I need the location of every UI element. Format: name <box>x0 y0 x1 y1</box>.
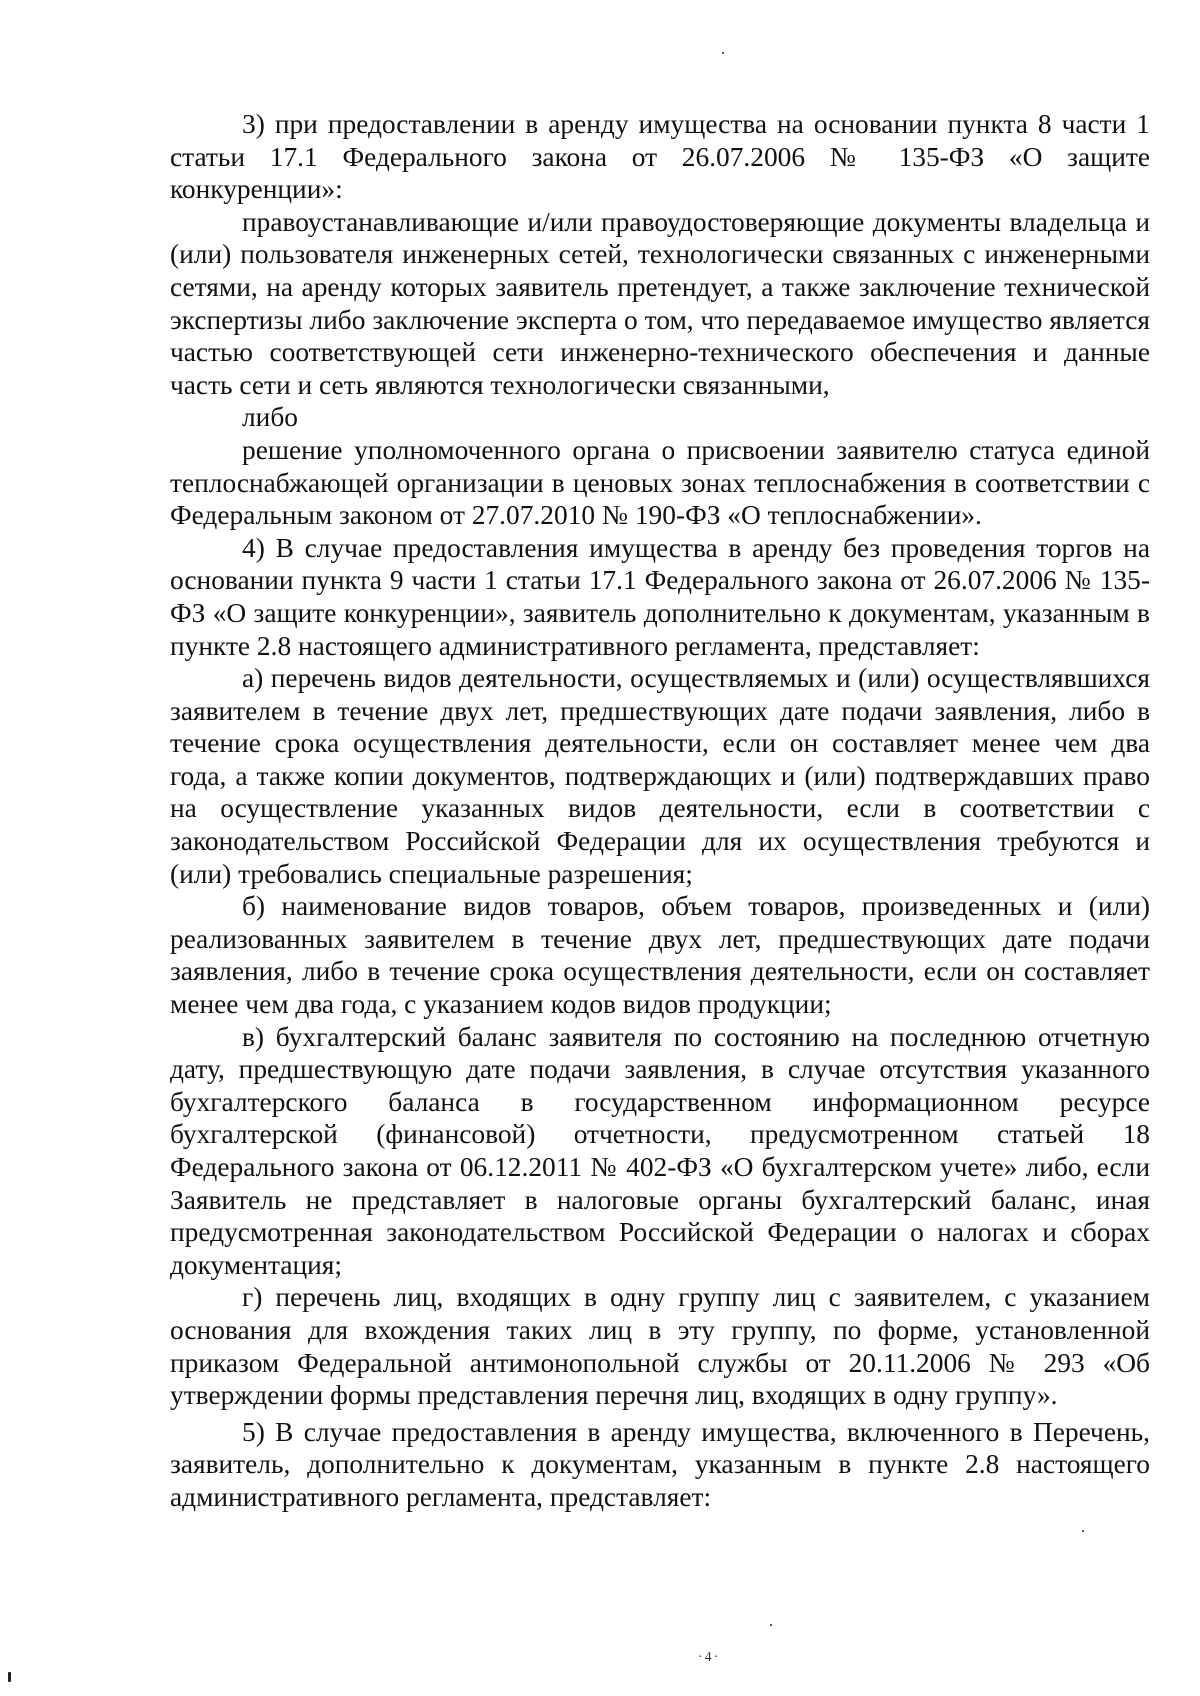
paragraph-decision: решение уполномоченного органа о присвоении заявителю статуса единой теплоснабжающей организации в ценовых зонах теплоснабжения в соответствии с Федеральным законом от 27.07.2010 № 190-ФЗ «О теплоснабжении». <box>170 434 1150 531</box>
paragraph-item-5: 5) В случае предоставления в аренду имущества, включенного в Перечень, заявитель, дополнительно к документам, указанным в пункте 2.8 настоящего административного регламента, представляет: <box>170 1416 1150 1512</box>
paragraph-subitem-v: в) бухгалтерский баланс заявителя по состоянию на последнюю отчетную дату, предшествующую дате подачи заявления, в случае отсутствия указанного бухгалтерского баланса в государственном информационном ресурсе бухгалтерской (финансовой) отчетности, предусмотренном статьей 18 Федерального закона от 06.12.2011 № 402-ФЗ «О бухгалтерском учете» либо, если Заявитель не представляет в налоговые органы бухгалтерский баланс, иная предусмотренная законодательством Российской Федерации о налогах и сборах документация; <box>170 1021 1150 1280</box>
scan-speck <box>1082 1530 1084 1532</box>
paragraph-subitem-g: г) перечень лиц, входящих в одну группу лиц с заявителем, с указанием основания для вхождения таких лиц в эту группу, по форме, установленной приказом Федеральной антимонопольной службы от 20.11.2006 № 293 «Об утверждении формы представления перечня лиц, входящих в одну группу». <box>170 1282 1150 1411</box>
document-body <box>170 108 1150 1514</box>
paragraph-item-4: 4) В случае предоставления имущества в аренду без проведения торгов на основании пункта 9 части 1 статьи 17.1 Федерального закона от 26.07.2006 № 135-ФЗ «О защите конкуренции», заявитель дополнительно к документам, указанным в пункте 2.8 настоящего административного регламента, представляет: <box>170 532 1150 661</box>
page-number: ·4· <box>698 1650 721 1665</box>
paragraph-documents: правоустанавливающие и/или правоудостоверяющие документы владельца и (или) пользователя инженерных сетей, технологически связанных с инженерными сетями, на аренду которых заявитель претендует, а также заключение технической экспертизы либо заключение эксперта о том, что передаваемое имущество является частью соответствующей сети инженерно-технического обеспечения и данные часть сети и сеть являются технологически связанными, <box>170 206 1150 400</box>
paragraph-item-3: 3) при предоставлении в аренду имущества на основании пункта 8 части 1 статьи 17.1 Федерального закона от 26.07.2006 № 135-ФЗ «О защите конкуренции»: <box>170 109 1150 205</box>
paragraph-or: либо <box>242 402 298 433</box>
scan-speck <box>722 52 724 54</box>
scan-speck <box>770 1624 772 1626</box>
scan-speck <box>8 1672 11 1682</box>
paragraph-subitem-b: б) наименование видов товаров, объем товаров, произведенных и (или) реализованных заявителем в течение двух лет, предшествующих дате подачи заявления, либо в течение срока осуществления деятельности, если он составляет менее чем два года, с указанием кодов видов продукции; <box>170 891 1150 1020</box>
paragraph-subitem-a: а) перечень видов деятельности, осуществляемых и (или) осуществлявшихся заявителем в течение двух лет, предшествующих дате подачи заявления, либо в течение срока осуществления деятельности, если он составляет менее чем два года, а также копии документов, подтверждающих и (или) подтверждавших право на осуществление указанных видов деятельности, если в соответствии с законодательством Российской Федерации для их осуществления требуются и (или) требовались специальные разрешения; <box>170 663 1150 889</box>
